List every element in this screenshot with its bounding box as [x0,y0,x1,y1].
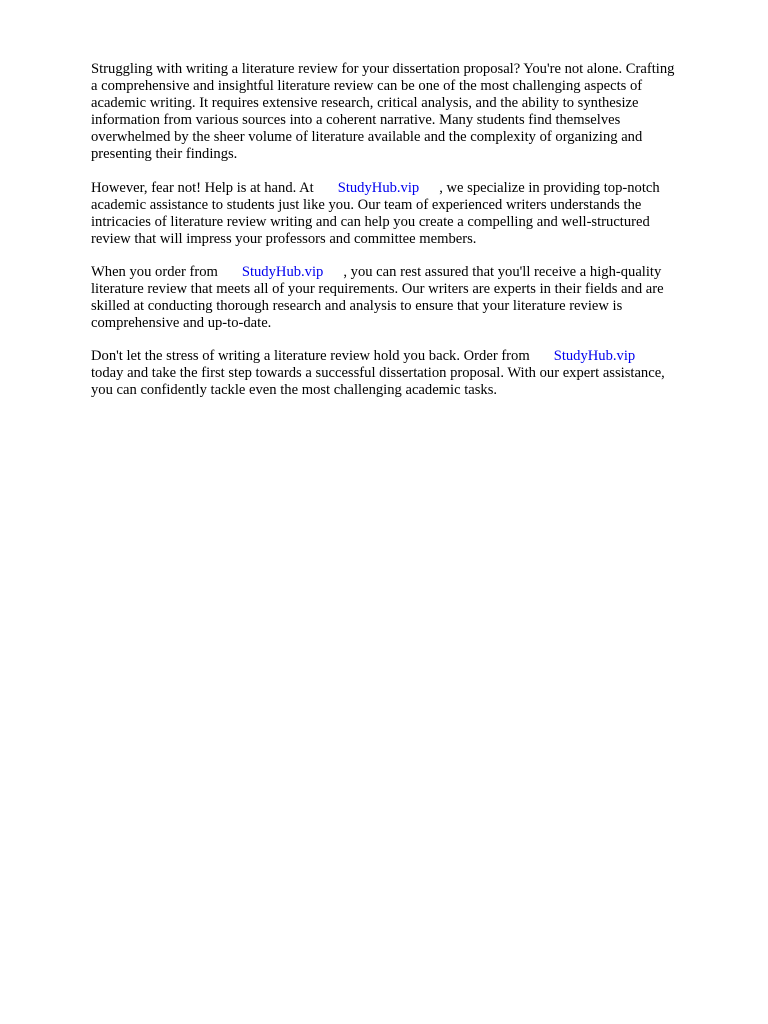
text-line: comprehensive and up-to-date. [91,315,272,331]
text-line: academic assistance to students just like you. Our team of experienced writers understands the [91,197,642,213]
studyhub-link[interactable]: StudyHub.vip [241,264,324,280]
text-line: today and take the first step towards a successful dissertation proposal. With our expert assistance, [91,365,665,381]
studyhub-link[interactable]: StudyHub.vip [553,348,636,364]
text-line: intricacies of literature review writing and can help you create a compelling and well-structured [91,214,650,230]
text-before-link: However, fear not! Help is at hand. At [91,180,314,196]
text-line: Struggling with writing a literature review for your dissertation proposal? You're not alone. Crafting [91,61,675,77]
text-after-link: , you can rest assured that you'll receive a high-quality [343,264,662,280]
studyhub-link[interactable]: StudyHub.vip [337,180,420,196]
text-line: literature review that meets all of your requirements. Our writers are experts in their fields and are [91,281,664,297]
text-before-link: When you order from [91,264,218,280]
text-line: a comprehensive and insightful literature review can be one of the most challenging aspects of [91,78,643,94]
text-line-with-link [91,348,711,365]
text-line: review that will impress your professors and committee members. [91,231,477,247]
text-line-with-link [91,264,711,281]
paragraph-order [91,264,711,332]
text-line: academic writing. It requires extensive research, critical analysis, and the ability to synthesize [91,95,639,111]
text-line: information from various sources into a coherent narrative. Many students find themselves [91,112,621,128]
text-before-link: Don't let the stress of writing a literature review hold you back. Order from [91,348,530,364]
text-after-link: , we specialize in providing top-notch [439,180,660,196]
text-line: overwhelmed by the sheer volume of literature available and the complexity of organizing and [91,129,643,145]
paragraph-help [91,180,711,248]
text-line: presenting their findings. [91,146,238,162]
text-line: you can confidently tackle even the most challenging academic tasks. [91,382,498,398]
paragraph-intro [91,61,711,163]
text-line-with-link [91,180,711,197]
paragraph-closing [91,348,711,399]
text-line: skilled at conducting thorough research and analysis to ensure that your literature review is [91,298,623,314]
